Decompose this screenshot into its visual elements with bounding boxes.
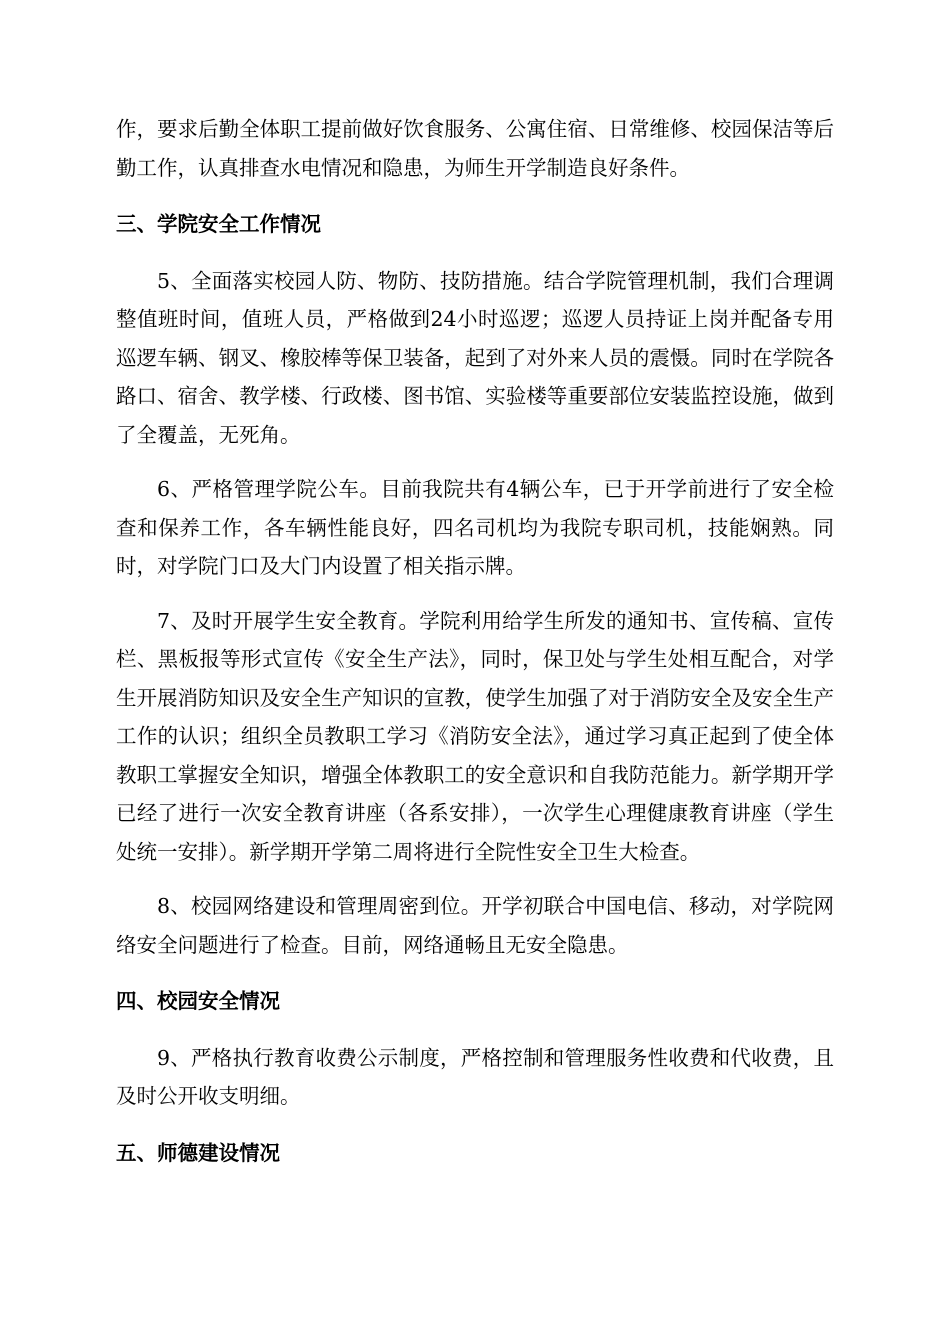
paragraph-item-8: 8、校园网络建设和管理周密到位。开学初联合中国电信、移动，对学院网络安全问题进行了检查。目前，网络通畅且无安全隐患。	[116, 894, 834, 957]
continuation-paragraph: 作，要求后勤全体职工提前做好饮食服务、公寓住宿、日常维修、校园保洁等后勤工作，认真排查水电情况和隐患，为师生开学制造良好条件。	[116, 117, 834, 180]
paragraph-item-5: 5、全面落实校园人防、物防、技防措施。结合学院管理机制，我们合理调整值班时间，值班人员，严格做到24小时巡逻；巡逻人员持证上岗并配备专用巡逻车辆、钢叉、橡胶棒等保卫装备，起到了对外来人员的震慑。同时在学院各路口、宿舍、教学楼、行政楼、图书馆、实验楼等重要部位安装监控设施，做到了全覆盖，无死角。	[116, 268, 834, 447]
section-heading-4: 四、校园安全情况	[116, 989, 280, 1013]
section-heading-5: 五、师德建设情况	[116, 1140, 280, 1165]
section-heading-3: 三、学院安全工作情况	[116, 212, 321, 236]
paragraph-item-9: 9、严格执行教育收费公示制度，严格控制和管理服务性收费和代收费，且及时公开收支明细。	[116, 1045, 834, 1108]
paragraph-item-6: 6、严格管理学院公车。目前我院共有4辆公车，已于开学前进行了安全检查和保养工作，各车辆性能良好，四名司机均为我院专职司机，技能娴熟。同时，对学院门口及大门内设置了相关指示牌。	[116, 477, 834, 578]
paragraph-item-7: 7、及时开展学生安全教育。学院利用给学生所发的通知书、宣传稿、宣传栏、黑板报等形式宣传《安全生产法》，同时，保卫处与学生处相互配合，对学生开展消防知识及安全生产知识的宣教，使学生加强了对于消防安全及安全生产工作的认识；组织全员教职工学习《消防安全法》，通过学习真正起到了使全体教职工掌握安全知识，增强全体教职工的安全意识和自我防范能力。新学期开学已经了进行一次安全教育讲座（各系安排），一次学生心理健康教育讲座（学生处统一安排）。新学期开学第二周将进行全院性安全卫生大检查。	[116, 608, 834, 864]
document-body	[116, 110, 834, 1172]
